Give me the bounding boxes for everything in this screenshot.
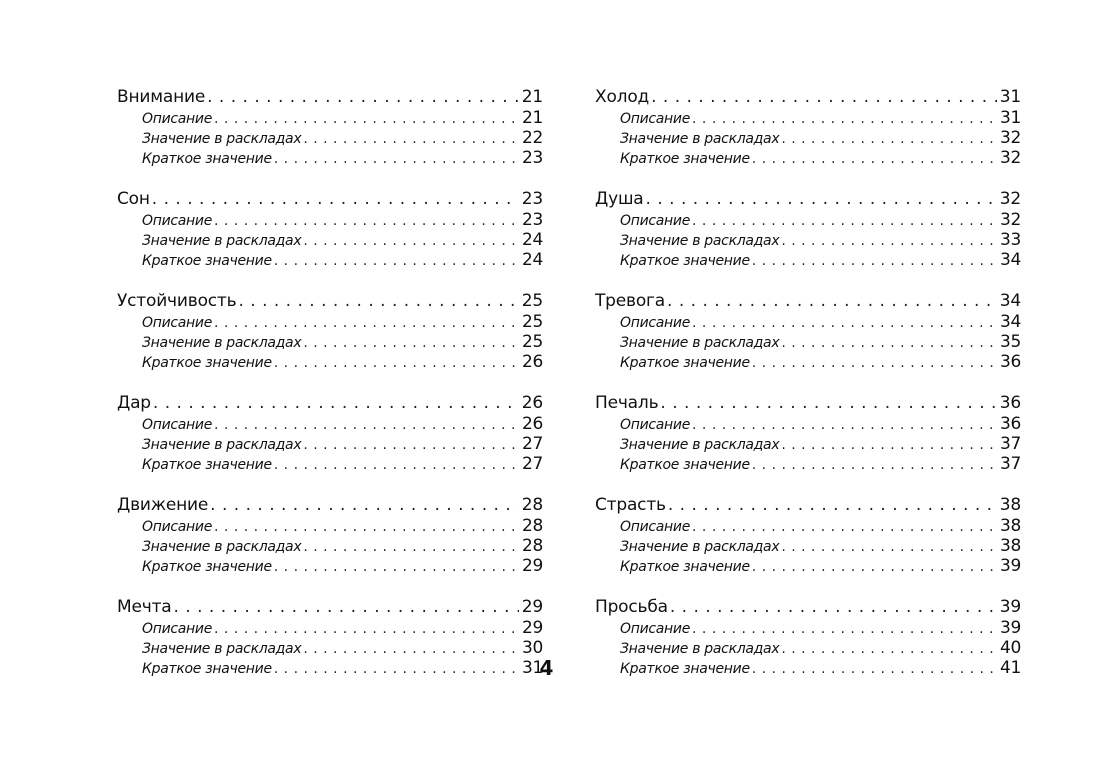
toc-leader-dots [212, 313, 519, 332]
toc-subentry-page: 36 [999, 352, 1021, 372]
toc-entry[interactable] [117, 392, 543, 414]
toc-subentry-title: Описание [142, 417, 213, 433]
toc-leader-dots [272, 353, 519, 372]
toc-leader-dots [212, 211, 519, 230]
toc-entry-page: 32 [999, 189, 1021, 209]
toc-leader-dots [750, 149, 997, 168]
toc-entry[interactable] [117, 494, 543, 516]
toc-subentry-page: 34 [999, 312, 1021, 332]
toc-subentry[interactable] [117, 556, 543, 576]
toc-subentry[interactable] [595, 454, 1021, 474]
toc-subentry-title: Значение в раскладах [142, 131, 302, 147]
toc-leader-dots [236, 290, 519, 312]
toc-subentry-page: 29 [521, 556, 543, 576]
toc-subentry-page: 25 [521, 312, 543, 332]
toc-leader-dots [301, 537, 519, 556]
toc-subentry[interactable] [595, 108, 1021, 128]
toc-leader-dots [750, 557, 997, 576]
toc-entry[interactable] [117, 290, 543, 312]
toc-entry-title: Внимание [117, 87, 206, 107]
toc-entry-title: Тревога [595, 291, 666, 311]
toc-entry-page: 26 [521, 393, 543, 413]
toc-entry-page: 39 [999, 597, 1021, 617]
toc-subentry-page: 32 [999, 148, 1021, 168]
toc-subentry-title: Описание [620, 213, 691, 229]
toc-subentry[interactable] [595, 332, 1021, 352]
toc-subentry[interactable] [595, 250, 1021, 270]
toc-leader-dots [212, 415, 519, 434]
toc-entry-title: Движение [117, 495, 209, 515]
toc-leader-dots [779, 537, 997, 556]
toc-subentry-page: 30 [521, 638, 543, 658]
toc-subentry-title: Краткое значение [620, 355, 750, 371]
toc-leader-dots [690, 211, 997, 230]
toc-leader-dots [272, 557, 519, 576]
toc-leader-dots [212, 109, 519, 128]
toc-subentry-page: 26 [521, 414, 543, 434]
toc-subentry-page: 28 [521, 536, 543, 556]
toc-subentry-page: 32 [999, 210, 1021, 230]
toc-subentry-page: 34 [999, 250, 1021, 270]
toc-subentry-page: 24 [521, 230, 543, 250]
toc-subentry-page: 27 [521, 434, 543, 454]
toc-subentry-page: 25 [521, 332, 543, 352]
toc-leader-dots [649, 86, 997, 108]
toc-subentry[interactable] [595, 210, 1021, 230]
toc-leader-dots [151, 392, 519, 414]
toc-entry-title: Холод [595, 87, 650, 107]
toc-leader-dots [690, 313, 997, 332]
toc-subentry-title: Описание [620, 519, 691, 535]
toc-entry-title: Страсть [595, 495, 666, 515]
toc-section [117, 86, 543, 168]
toc-subentry-page: 27 [521, 454, 543, 474]
toc-subentry-title: Значение в раскладах [142, 233, 302, 249]
toc-subentry-page: 23 [521, 148, 543, 168]
toc-subentry-page: 40 [999, 638, 1021, 658]
toc-section [595, 392, 1021, 474]
toc-leader-dots [301, 129, 519, 148]
toc-subentry-title: Краткое значение [142, 661, 272, 677]
toc-section [117, 494, 543, 576]
toc-leader-dots [690, 415, 997, 434]
toc-subentry[interactable] [117, 210, 543, 230]
toc-subentry[interactable] [117, 332, 543, 352]
toc-subentry[interactable] [117, 128, 543, 148]
toc-entry[interactable] [117, 596, 543, 618]
page-number: 4 [539, 656, 554, 680]
toc-subentry-title: Описание [142, 519, 213, 535]
toc-entry[interactable] [595, 290, 1021, 312]
toc-subentry[interactable] [595, 230, 1021, 250]
toc-subentry-page: 31 [521, 658, 543, 678]
toc-subentry[interactable] [595, 148, 1021, 168]
toc-entry-page: 36 [999, 393, 1021, 413]
toc-leader-dots [750, 251, 997, 270]
toc-leader-dots [150, 188, 519, 210]
toc-subentry[interactable] [117, 250, 543, 270]
toc-subentry[interactable] [117, 454, 543, 474]
toc-subentry-title: Значение в раскладах [142, 437, 302, 453]
toc-section [117, 188, 543, 270]
toc-subentry-page: 26 [521, 352, 543, 372]
toc-subentry[interactable] [117, 148, 543, 168]
toc-leader-dots [668, 596, 997, 618]
toc-leader-dots [301, 435, 519, 454]
toc-entry-title: Сон [117, 189, 150, 209]
toc-leader-dots [172, 596, 520, 618]
toc-subentry-page: 24 [521, 250, 543, 270]
toc-entry[interactable] [117, 86, 543, 108]
toc-subentry[interactable] [117, 638, 543, 658]
toc-subentry-title: Описание [142, 621, 213, 637]
toc-leader-dots [779, 435, 997, 454]
toc-entry-title: Печаль [595, 393, 659, 413]
toc-subentry[interactable] [117, 352, 543, 372]
toc-section [117, 290, 543, 372]
toc-subentry-page: 37 [999, 454, 1021, 474]
toc-subentry-title: Описание [620, 111, 691, 127]
toc-subentry-page: 37 [999, 434, 1021, 454]
toc-section [117, 392, 543, 474]
toc-subentry-title: Значение в раскладах [620, 335, 780, 351]
toc-subentry-title: Описание [142, 213, 213, 229]
toc-leader-dots [272, 149, 519, 168]
toc-subentry-title: Описание [620, 315, 691, 331]
toc-subentry-title: Краткое значение [620, 151, 750, 167]
toc-entry[interactable] [595, 86, 1021, 108]
toc-subentry-title: Значение в раскладах [620, 437, 780, 453]
toc-entry-page: 23 [521, 189, 543, 209]
toc-entry[interactable] [595, 188, 1021, 210]
toc-entry-page: 31 [999, 87, 1021, 107]
toc-entry-page: 29 [521, 597, 543, 617]
toc-subentry-title: Значение в раскладах [620, 641, 780, 657]
toc-subentry-page: 33 [999, 230, 1021, 250]
toc-subentry-title: Значение в раскладах [142, 539, 302, 555]
toc-subentry-page: 38 [999, 536, 1021, 556]
toc-subentry[interactable] [117, 108, 543, 128]
toc-subentry-title: Краткое значение [142, 559, 272, 575]
toc-subentry-title: Краткое значение [142, 151, 272, 167]
toc-leader-dots [301, 231, 519, 250]
toc-entry-page: 25 [521, 291, 543, 311]
toc-subentry[interactable] [117, 434, 543, 454]
toc-subentry-title: Описание [142, 315, 213, 331]
toc-leader-dots [666, 494, 997, 516]
toc-entry-title: Мечта [117, 597, 172, 617]
toc-subentry[interactable] [595, 618, 1021, 638]
toc-subentry[interactable] [595, 556, 1021, 576]
toc-entry-title: Устойчивость [117, 291, 237, 311]
toc-subentry-title: Описание [620, 621, 691, 637]
toc-subentry-page: 32 [999, 128, 1021, 148]
toc-subentry[interactable] [595, 352, 1021, 372]
toc-leader-dots [208, 494, 519, 516]
toc-subentry-title: Краткое значение [620, 661, 750, 677]
toc-subentry-page: 31 [999, 108, 1021, 128]
toc-entry[interactable] [595, 494, 1021, 516]
toc-leader-dots [301, 333, 519, 352]
toc-subentry[interactable] [595, 414, 1021, 434]
toc-subentry-page: 38 [999, 516, 1021, 536]
toc-leader-dots [690, 619, 997, 638]
toc-subentry-title: Краткое значение [142, 253, 272, 269]
toc-subentry-title: Краткое значение [142, 355, 272, 371]
toc-subentry-title: Краткое значение [142, 457, 272, 473]
toc-leader-dots [212, 619, 519, 638]
toc-leader-dots [644, 188, 997, 210]
toc-entry-page: 21 [521, 87, 543, 107]
toc-column-left [117, 86, 543, 698]
toc-subentry-page: 36 [999, 414, 1021, 434]
toc-subentry-title: Описание [142, 111, 213, 127]
toc-subentry[interactable] [117, 536, 543, 556]
toc-entry[interactable] [117, 188, 543, 210]
toc-subentry-title: Значение в раскладах [142, 641, 302, 657]
toc-entry[interactable] [595, 392, 1021, 414]
toc-entry-title: Просьба [595, 597, 668, 617]
toc-leader-dots [272, 251, 519, 270]
toc-subentry-title: Значение в раскладах [620, 131, 780, 147]
toc-entry-title: Дар [117, 393, 151, 413]
toc-leader-dots [750, 455, 997, 474]
toc-section [595, 86, 1021, 168]
toc-subentry[interactable] [595, 312, 1021, 332]
toc-subentry-page: 22 [521, 128, 543, 148]
toc-subentry[interactable] [117, 516, 543, 536]
toc-subentry-page: 28 [521, 516, 543, 536]
toc-subentry-page: 41 [999, 658, 1021, 678]
toc-entry-page: 38 [999, 495, 1021, 515]
toc-subentry[interactable] [117, 312, 543, 332]
toc-section [595, 188, 1021, 270]
toc-section [595, 494, 1021, 576]
toc-subentry[interactable] [595, 128, 1021, 148]
toc-entry-title: Душа [595, 189, 644, 209]
toc-column-right [595, 86, 1021, 698]
toc-leader-dots [690, 517, 997, 536]
toc-leader-dots [779, 129, 997, 148]
toc-subentry-page: 29 [521, 618, 543, 638]
toc-leader-dots [690, 109, 997, 128]
toc-leader-dots [212, 517, 519, 536]
toc-leader-dots [779, 231, 997, 250]
toc-subentry[interactable] [595, 434, 1021, 454]
toc-subentry-title: Краткое значение [620, 457, 750, 473]
toc-entry-page: 28 [521, 495, 543, 515]
toc-leader-dots [205, 86, 519, 108]
toc-subentry-page: 39 [999, 556, 1021, 576]
toc-subentry-title: Значение в раскладах [620, 233, 780, 249]
toc-subentry-title: Краткое значение [620, 559, 750, 575]
toc-subentry[interactable] [595, 516, 1021, 536]
toc-subentry[interactable] [595, 536, 1021, 556]
toc-leader-dots [658, 392, 997, 414]
toc-subentry[interactable] [117, 414, 543, 434]
toc-subentry-page: 21 [521, 108, 543, 128]
toc-subentry[interactable] [595, 638, 1021, 658]
toc-entry-page: 34 [999, 291, 1021, 311]
toc-subentry-title: Значение в раскладах [142, 335, 302, 351]
toc-leader-dots [272, 455, 519, 474]
toc-section [595, 290, 1021, 372]
toc-leader-dots [665, 290, 997, 312]
toc-entry[interactable] [595, 596, 1021, 618]
toc-subentry-title: Краткое значение [620, 253, 750, 269]
toc-leader-dots [779, 333, 997, 352]
toc-subentry[interactable] [117, 230, 543, 250]
toc-subentry-title: Описание [620, 417, 691, 433]
toc-subentry[interactable] [117, 618, 543, 638]
toc-subentry-page: 23 [521, 210, 543, 230]
toc-subentry-page: 39 [999, 618, 1021, 638]
toc-subentry-page: 35 [999, 332, 1021, 352]
toc-leader-dots [750, 353, 997, 372]
toc-subentry-title: Значение в раскладах [620, 539, 780, 555]
